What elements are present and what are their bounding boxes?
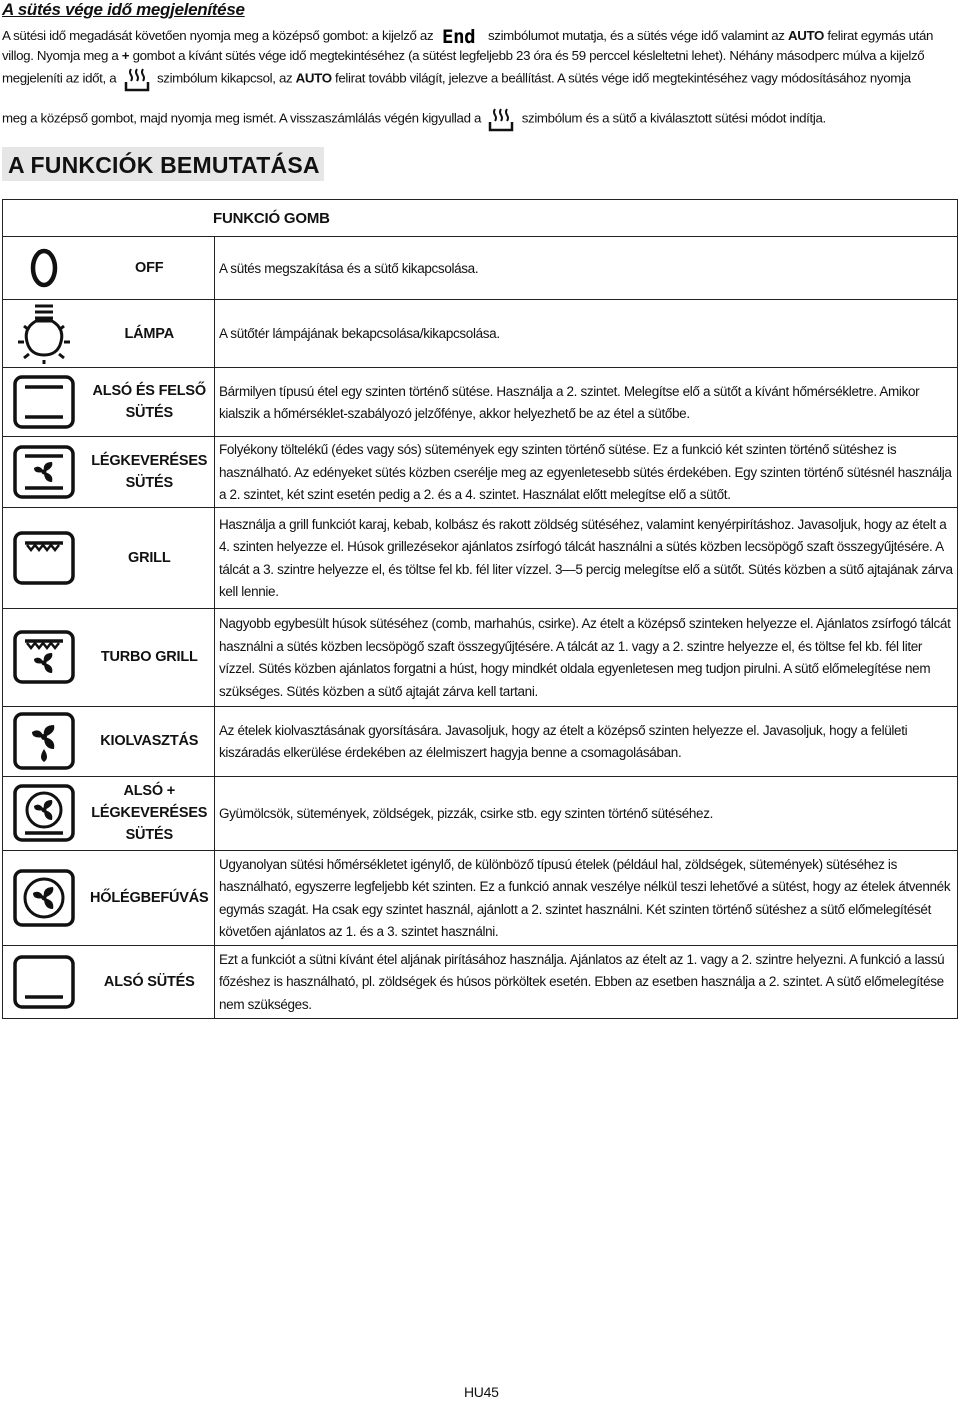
auto-label-2: AUTO xyxy=(295,71,332,86)
functions-table xyxy=(2,199,958,1019)
function-name: KIOLVASZTÁS xyxy=(85,706,215,776)
function-desc: Használja a grill funkciót karaj, kebab, kolbász és rakott zöldség sütéséhez, valamint kenyérpirításhoz. Javasoljuk, hogy az ételt a 4. szinten helyezze el. Húsok grillezésekor ajánlatos zsírfogó tálcát használni a sütés közben lecsöpögő szaft összegyűjtésére. A tálcát a 3. szintre helyezze el, és töltse fel kb. fél liter vízzel. 3—5 percig melegítse elő a sütőt. Sütés közben a sütő ajtajának zárva kell lennie. xyxy=(215,507,958,608)
lamp-icon xyxy=(3,300,85,368)
function-name: HŐLÉGBEFÚVÁS xyxy=(85,850,215,945)
cooking-symbol-icon xyxy=(488,106,514,132)
top-bottom-heat-icon xyxy=(3,368,85,437)
function-name: ALSÓ ÉS FELSŐ SÜTÉS xyxy=(85,368,215,437)
svg-text:End: End xyxy=(441,26,475,47)
intro-text-7: meg a középső gombot, majd nyomja meg ismét. A visszaszámlálás végén kigyullad a xyxy=(2,111,482,126)
function-desc: Nagyobb egybesült húsok sütéséhez (comb, marhahús, csirke). Az ételt a középső szinteken helyezze el. Ajánlatos zsírfogó tálcát használni a sütés közben lecsöpögő szaft összegyűjtésére. A tálcát az 1. vagy a 2. szintre helyezze el, és töltse fel kb. fél liter vízzel. Sütés közben ajánlatos forgatni a húst, hogy mindkét oldala egyenletesen meg tudjon pirulni. A sütő előmelegítése nem szükséges. Sütés közben a sütő ajtaját zárva kell tartani. xyxy=(215,608,958,706)
table-row xyxy=(3,368,958,437)
function-name: ALSÓ SÜTÉS xyxy=(85,945,215,1018)
cooking-symbol-icon xyxy=(124,66,150,92)
table-row xyxy=(3,300,958,368)
end-display-icon xyxy=(441,26,481,46)
function-desc: A sütőtér lámpájának bekapcsolása/kikapcsolása. xyxy=(215,300,958,368)
bottom-heat-icon xyxy=(3,945,85,1018)
table-row xyxy=(3,437,958,508)
function-desc: A sütés megszakítása és a sütő kikapcsolása. xyxy=(215,237,958,300)
table-row xyxy=(3,706,958,776)
function-name: TURBO GRILL xyxy=(85,608,215,706)
auto-label: AUTO xyxy=(787,28,825,43)
table-row xyxy=(3,608,958,706)
intro-text-1: A sütési idő megadását követően nyomja meg a középső gombot: a kijelző az xyxy=(2,28,434,43)
function-desc: Gyümölcsök, sütemények, zöldségek, pizzák, csirke stb. egy szinten történő sütéséhez. xyxy=(215,776,958,850)
column-header: FUNKCIÓ GOMB xyxy=(3,200,958,237)
intro-text-8: szimbólum és a sütő a kiválasztott sütési módot indítja. xyxy=(521,111,826,126)
intro-text-2: szimbólumot mutatja, és a sütés vége idő valamint az xyxy=(487,28,785,43)
function-name: OFF xyxy=(85,237,215,300)
function-desc: Ezt a funkciót a sütni kívánt étel aljának pirításához használja. Ajánlatos az ételt az 1. vagy a 2. szintre helyezni. A funkció a lassú főzéshez is használható, pl. zöldségek és húsos pörköltek esetén. Ebben az esetben használja a 2. szintet. A sütő előmelegítése nem szükséges. xyxy=(215,945,958,1018)
functions-heading: A FUNKCIÓK BEMUTATÁSA xyxy=(8,152,320,178)
table-row xyxy=(3,507,958,608)
table-row xyxy=(3,945,958,1018)
function-desc: Az ételek kiolvasztásának gyorsítására. Javasoljuk, hogy az ételt a középső szinten helyezze el. Javasoljuk, hogy a felületi kiszáradás elkerülése érdekében az élelmiszert hagyja benne a csomagolásában. xyxy=(215,706,958,776)
intro-text-4: gombot a kívánt sütés vége idő megtekintéséhez (a sütést legfeljebb 23 óra és 59 perccel késleltetni lehet). Néhány másodperc múlva a kijelző megjeleníti az időt, a xyxy=(2,48,925,86)
intro-text-5: szimbólum kikapcsol, az xyxy=(156,71,293,86)
turbo-grill-icon xyxy=(3,608,85,706)
function-name: LÁMPA xyxy=(85,300,215,368)
section-title: A sütés vége idő megjelenítése xyxy=(2,0,245,19)
table-header-row xyxy=(3,200,958,237)
table-row xyxy=(3,850,958,945)
convection-icon xyxy=(3,437,85,508)
function-name: GRILL xyxy=(85,507,215,608)
defrost-icon xyxy=(3,706,85,776)
off-zero-icon xyxy=(3,237,85,300)
function-name: LÉGKEVERÉSES SÜTÉS xyxy=(85,437,215,508)
intro-text xyxy=(2,26,957,132)
intro-text-6: felirat tovább világít, jelezve a beállítást. A sütés vége idő megtekintéséhez vagy módosításához nyomja xyxy=(335,71,911,86)
bottom-convection-icon xyxy=(3,776,85,850)
intro-text-3: felirat egymás után villog. Nyomja meg a xyxy=(2,28,934,64)
plus-sign: + xyxy=(121,48,130,64)
hot-air-icon xyxy=(3,850,85,945)
function-desc: Bármilyen típusú étel egy szinten történő sütése. Használja a 2. szintet. Melegítse elő a sütőt a kívánt hőmérsékletre. Amikor kialszik a hőmérséklet-szabályozó jelzőfénye, akkor helyezhető be az étel a sütőbe. xyxy=(215,368,958,437)
page-number: HU45 xyxy=(464,1384,499,1400)
function-desc: Folyékony töltelékű (édes vagy sós) sütemények egy szinten történő sütése. Ez a funkció két szinten történő sütéshez is használható. Az edényeket sütés közben cserélje meg az egyenletesebb sütés érdekében. Egy szinten történő sütésnél használja a 2. szintet, két szint esetén pedig a 2. és a 4. szintet. Használat előtt melegítse elő a sütőt. xyxy=(215,437,958,508)
table-row xyxy=(3,237,958,300)
grill-icon xyxy=(3,507,85,608)
table-row xyxy=(3,776,958,850)
functions-heading-box xyxy=(2,147,324,181)
function-desc: Ugyanolyan sütési hőmérsékletet igénylő, de különböző típusú ételek (például hal, zöldségek, sütemények) sütéséhez is használható, egyszerre legfeljebb két szinten. Ez a funkció annak veszélye nélkül teszi lehetővé a sütést, hogy az ételek átvennék egymás szagát. Ha csak egy szintet használ, ajánlott a 2. szintet használni. Két szinten történő sütéshez a sütő előmelegítését követően ajánlatos az 1. és a 3. szintet használni. xyxy=(215,850,958,945)
function-name: ALSÓ + LÉGKEVERÉSES SÜTÉS xyxy=(85,776,215,850)
